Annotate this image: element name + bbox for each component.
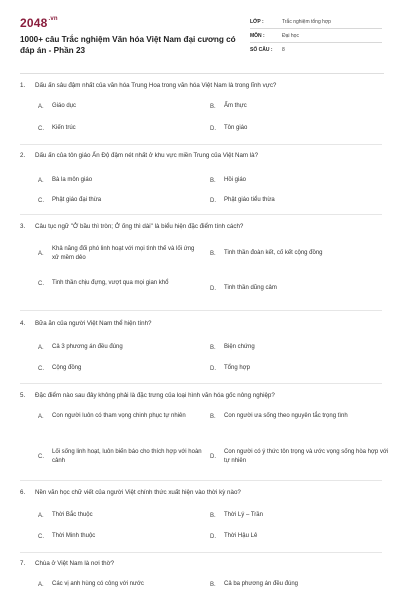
option-letter: A. [38, 251, 44, 257]
header-divider [20, 73, 384, 74]
option-letter: B. [210, 103, 216, 110]
option-text: Cả ba phương án đều đúng [224, 581, 299, 587]
option-letter: B. [210, 177, 216, 184]
option-text: Thời Bắc thuộc [52, 512, 93, 518]
option-text: Các vị anh hùng có công với nước [52, 581, 144, 587]
option-letter: A. [38, 344, 44, 351]
question-text [20, 320, 382, 327]
option-b[interactable] [210, 102, 247, 111]
option-text: Tinh thần chịu đựng, vượt qua mọi gian khổ [52, 280, 169, 286]
meta-value: Đại học [282, 32, 299, 39]
option-text: Biện chứng [224, 344, 255, 350]
option-letter: D. [210, 365, 216, 372]
question-body: Đặc điểm nào sau đây không phải là đặc trưng của loại hình văn hóa gốc nông nghiệp? [35, 392, 275, 399]
option-d[interactable] [210, 196, 275, 205]
option-text: Khả năng đối phó linh hoạt với mọi tình thế và lối ứng xử mềm dẻo [52, 246, 195, 261]
option-text: Giáo dục [52, 103, 77, 109]
question-text [20, 489, 382, 496]
option-d[interactable] [210, 532, 257, 541]
question-text [20, 560, 382, 567]
option-letter: C. [38, 365, 44, 372]
option-a[interactable] [38, 580, 144, 589]
option-text: Phật giáo tiểu thừa [224, 197, 275, 203]
question-body: Dấu ấn của tôn giáo Ấn Độ đậm nét nhất ở khu vực miền Trung của Việt Nam là? [35, 152, 259, 159]
option-text: Kiến trúc [52, 125, 76, 131]
option-b[interactable] [210, 343, 255, 352]
question-text [20, 152, 382, 159]
meta-label: MÔN : [250, 32, 265, 39]
option-text: Thời Minh thuộc [52, 533, 96, 539]
option-text: Tinh thần dũng cảm [224, 285, 277, 291]
option-letter: D. [210, 454, 216, 460]
option-text: Con người có ý thức tôn trọng và ước vọng sống hòa hợp với tự nhiên [224, 449, 389, 464]
option-letter: A. [38, 177, 44, 184]
question-text [20, 223, 382, 230]
option-letter: C. [38, 533, 44, 540]
question-number: 2. [20, 152, 26, 159]
question-divider [20, 383, 382, 384]
question-divider [20, 310, 382, 311]
option-c[interactable] [38, 448, 202, 466]
option-letter: C. [38, 197, 44, 204]
option-letter: C. [38, 280, 44, 287]
option-letter: D. [210, 125, 216, 132]
option-a[interactable] [38, 511, 93, 520]
option-text: Ẩm thực [224, 103, 247, 109]
document-title: 1000+ câu Trắc nghiệm Văn hóa Việt Nam đại cương có đáp án - Phần 23 [20, 35, 236, 55]
question-text [20, 392, 382, 399]
option-letter: A. [38, 103, 44, 110]
option-letter: D. [210, 533, 216, 540]
option-d[interactable] [210, 364, 250, 373]
option-text: Con người luôn có tham vọng chinh phục tự nhiên [52, 413, 186, 419]
meta-row-count [250, 43, 382, 57]
question-divider [20, 552, 382, 553]
option-text: Bà la môn giáo [52, 177, 93, 183]
question-body: Nền văn học chữ viết của người Việt chính thức xuất hiện vào thời kỳ nào? [35, 489, 241, 496]
question-body: Dấu ấn sâu đậm nhất của văn hóa Trung Hoa trong văn hóa Việt Nam là trong lĩnh vực? [35, 82, 277, 89]
option-text: Thời Hậu Lê [224, 533, 258, 539]
header [0, 0, 400, 64]
option-letter: C. [38, 125, 44, 132]
option-a[interactable] [38, 343, 123, 352]
option-letter: B. [210, 344, 216, 351]
question-number: 5. [20, 392, 26, 399]
option-letter: A. [38, 512, 44, 519]
option-letter: B. [210, 512, 216, 519]
option-c[interactable] [38, 124, 76, 133]
option-b[interactable] [210, 249, 323, 258]
option-letter: A. [38, 581, 44, 588]
option-letter: D. [210, 285, 216, 292]
option-c[interactable] [38, 279, 177, 288]
meta-row-class [250, 15, 382, 29]
option-b[interactable] [210, 580, 298, 589]
option-letter: A. [38, 413, 44, 420]
option-a[interactable] [38, 412, 202, 421]
question-divider [20, 480, 382, 481]
question-number: 1. [20, 82, 26, 89]
option-text: Lối sống linh hoạt, luôn biến báo cho thích hợp với hoàn cảnh [52, 449, 202, 464]
option-letter: B. [210, 581, 216, 588]
option-text: Hồi giáo [224, 177, 247, 183]
meta-value: Trắc nghiệm tổng hợp [282, 18, 331, 25]
question-number: 7. [20, 560, 26, 567]
option-a[interactable] [38, 102, 76, 111]
option-text: Con người ưa sống theo nguyên tắc trọng tình [224, 413, 348, 419]
option-text: Thời Lý – Trần [224, 512, 263, 518]
logo-tld: .vn [48, 16, 58, 22]
site-logo[interactable] [20, 16, 58, 30]
option-text: Tôn giáo [224, 125, 248, 131]
question-divider [20, 214, 382, 215]
option-letter: C. [38, 454, 44, 460]
option-letter: B. [210, 413, 216, 420]
question-body: Bữa ăn của người Việt Nam thể hiện tính? [35, 320, 152, 327]
option-text: Tinh thần đoàn kết, cố kết cộng đồng [224, 250, 323, 256]
question-number: 3. [20, 223, 26, 230]
option-b[interactable] [210, 412, 382, 421]
option-a[interactable] [38, 245, 202, 263]
option-text: Tổng hợp [224, 365, 250, 371]
meta-label: SỐ CÂU : [250, 47, 273, 53]
meta-value: 8 [282, 47, 285, 53]
option-text: Cộng đồng [52, 365, 82, 371]
option-b[interactable] [210, 511, 263, 520]
logo-text: 2048 [20, 16, 48, 30]
option-d[interactable] [210, 284, 277, 293]
question-number: 4. [20, 320, 26, 327]
option-text: Phật giáo đại thừa [52, 197, 102, 203]
option-c[interactable] [38, 364, 81, 373]
option-c[interactable] [38, 196, 101, 205]
option-d[interactable] [210, 124, 247, 133]
meta-row-subject [250, 29, 382, 43]
meta-label: LỚP : [250, 18, 264, 25]
option-c[interactable] [38, 532, 95, 541]
document-meta [250, 15, 382, 57]
question-divider [20, 144, 382, 145]
option-text: Cả 3 phương án đều đúng [52, 344, 123, 350]
option-letter: D. [210, 197, 216, 204]
question-body: Câu tục ngữ "Ở bầu thì tròn; Ở ống thì dài" là biểu hiện đặc điểm tính cách? [35, 223, 244, 230]
question-body: Chùa ở Việt Nam là nơi thờ? [35, 560, 115, 567]
question-text [20, 82, 382, 89]
option-b[interactable] [210, 176, 246, 185]
option-d[interactable] [210, 448, 389, 466]
option-letter: B. [210, 250, 216, 257]
option-a[interactable] [38, 176, 92, 185]
question-number: 6. [20, 489, 26, 496]
